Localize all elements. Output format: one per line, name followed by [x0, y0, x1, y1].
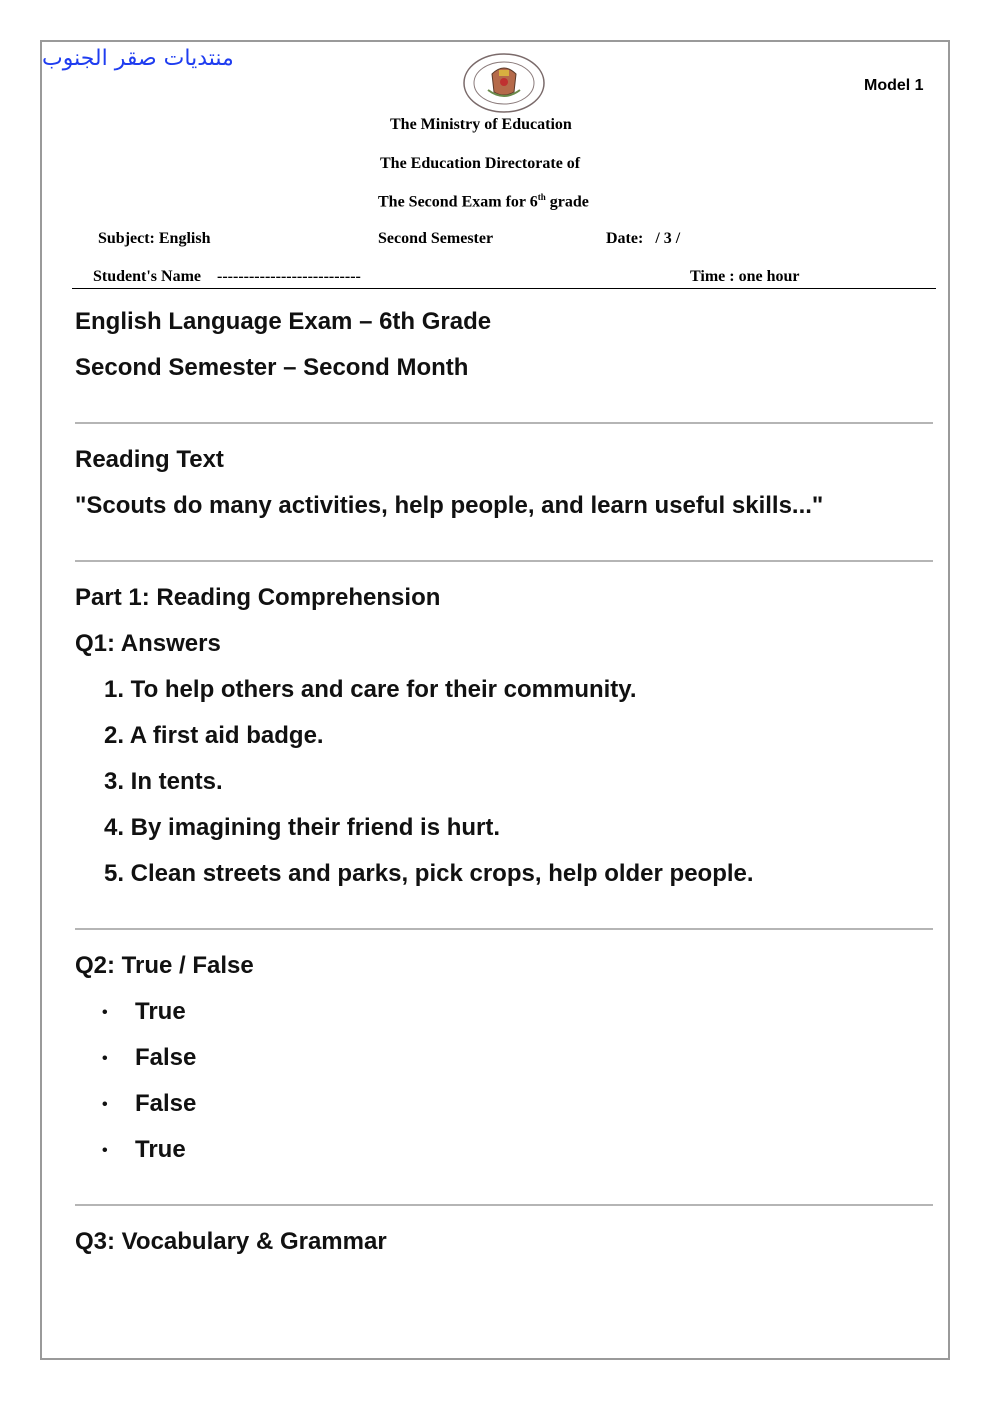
q2-item: True	[135, 1136, 186, 1163]
bullet-icon: •	[102, 1142, 108, 1159]
bullet-icon: •	[102, 1004, 108, 1021]
q2-item: False	[135, 1044, 197, 1071]
reading-heading: Reading Text	[75, 446, 224, 473]
section-divider	[75, 422, 933, 424]
exam-subtitle: Second Semester – Second Month	[75, 354, 469, 381]
exam-title-prefix: The Second Exam for 6	[378, 193, 538, 211]
q3-heading: Q3: Vocabulary & Grammar	[75, 1228, 387, 1255]
forum-watermark: منتديات صقر الجنوب	[42, 46, 234, 71]
q1-answer: 3. In tents.	[104, 768, 223, 795]
subject-label: Subject: English	[98, 230, 211, 247]
q2-item: True	[135, 998, 186, 1025]
q2-item: False	[135, 1090, 197, 1117]
exam-title-superscript: th	[537, 192, 546, 202]
q1-answer: 5. Clean streets and parks, pick crops, help older people.	[104, 860, 754, 887]
q1-answer: 2. A first aid badge.	[104, 722, 324, 749]
section-divider	[75, 1204, 933, 1206]
exam-main-title: English Language Exam – 6th Grade	[75, 308, 492, 335]
exam-title	[378, 192, 589, 211]
q2-heading: Q2: True / False	[75, 952, 254, 979]
model-label: Model 1	[864, 77, 924, 94]
time-label: Time : one hour	[690, 268, 800, 285]
q1-answer: 4. By imagining their friend is hurt.	[104, 814, 501, 841]
part1-heading: Part 1: Reading Comprehension	[75, 584, 441, 611]
ministry-title: The Ministry of Education	[390, 116, 572, 133]
q1-answer: 1. To help others and care for their community.	[104, 676, 637, 703]
semester-label: Second Semester	[378, 230, 494, 247]
q1-heading: Q1: Answers	[75, 630, 221, 657]
ministry-emblem-icon	[462, 52, 546, 114]
directorate-title: The Education Directorate of	[380, 155, 581, 172]
date-label: Date: / 3 /	[606, 230, 681, 247]
exam-title-suffix: grade	[545, 193, 589, 211]
section-divider	[75, 560, 933, 562]
header-divider	[72, 288, 936, 289]
bullet-icon: •	[102, 1096, 108, 1113]
section-divider	[75, 928, 933, 930]
student-name-field: Student's Name ---------------------------	[93, 268, 361, 285]
reading-text: "Scouts do many activities, help people, and learn useful skills..."	[75, 492, 824, 519]
bullet-icon: •	[102, 1050, 108, 1067]
